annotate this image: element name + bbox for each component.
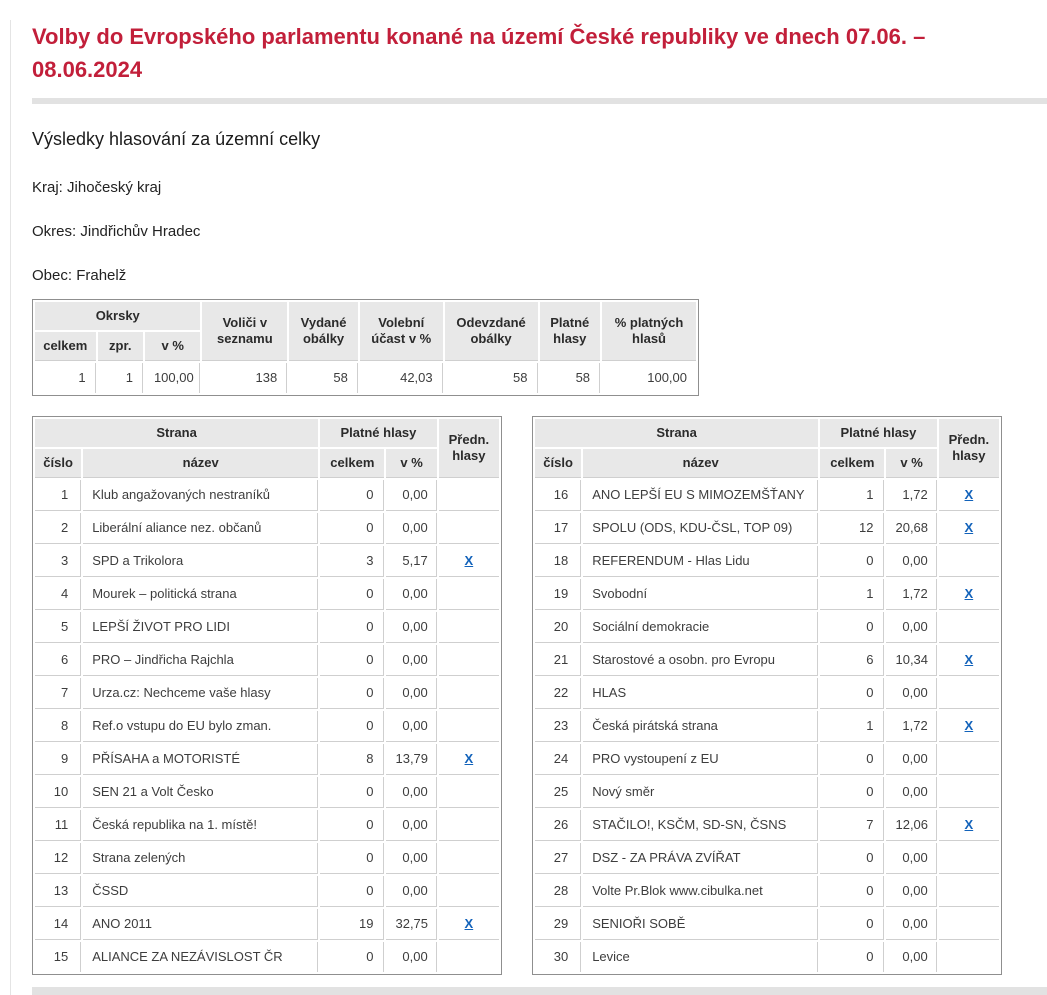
header-v-pct: v % — [386, 449, 436, 478]
party-name: PRO vystoupení z EU — [583, 744, 818, 775]
party-number: 17 — [535, 513, 581, 544]
party-votes-total: 12 — [820, 513, 884, 544]
party-name: Sociální demokracie — [583, 612, 818, 643]
party-number: 9 — [35, 744, 81, 775]
party-votes-total: 0 — [820, 612, 884, 643]
party-votes-pct: 1,72 — [886, 711, 936, 742]
party-votes-total: 0 — [320, 843, 384, 874]
party-table-left — [32, 416, 502, 975]
party-votes-pct: 0,00 — [386, 513, 436, 544]
obec-label: Obec: — [32, 267, 73, 284]
party-votes-pct: 0,00 — [886, 777, 936, 808]
party-number: 13 — [35, 876, 81, 907]
header-v-pct: v % — [886, 449, 936, 478]
party-number: 5 — [35, 612, 81, 643]
party-pref-cell — [939, 546, 999, 577]
party-row — [35, 744, 499, 775]
section-heading: Výsledky hlasování za územní celky — [32, 129, 321, 149]
party-number: 14 — [35, 909, 81, 940]
party-pref-cell — [939, 810, 999, 841]
party-pref-cell — [939, 645, 999, 676]
header-strana: Strana — [535, 419, 818, 447]
party-votes-pct: 32,75 — [386, 909, 436, 940]
party-results-section — [32, 416, 1047, 975]
party-row — [535, 909, 999, 940]
party-votes-pct: 0,00 — [386, 678, 436, 709]
header-cislo: číslo — [35, 449, 81, 478]
header-celkem: celkem — [320, 449, 384, 478]
region-info — [32, 179, 1047, 285]
party-name: Česká pirátská strana — [583, 711, 818, 742]
page-title: Volby do Evropského parlamentu konané na území České republiky ve dnech 07.06. – 08.06.2024 — [32, 24, 926, 82]
party-row — [35, 876, 499, 907]
header-cislo: číslo — [535, 449, 581, 478]
preferential-votes-link[interactable]: X — [964, 817, 974, 832]
header-vydane-obalky: Vydané obálky — [289, 302, 358, 361]
party-votes-total: 0 — [320, 678, 384, 709]
party-votes-pct: 5,17 — [386, 546, 436, 577]
party-name: REFERENDUM - Hlas Lidu — [583, 546, 818, 577]
header-platne-hlasy-group: Platné hlasy — [320, 419, 437, 447]
party-number: 19 — [535, 579, 581, 610]
party-row — [35, 942, 499, 972]
party-pref-cell — [439, 810, 499, 841]
party-votes-pct: 0,00 — [886, 843, 936, 874]
party-row — [535, 678, 999, 709]
party-votes-total: 0 — [820, 777, 884, 808]
party-votes-total: 0 — [320, 612, 384, 643]
party-votes-pct: 0,00 — [386, 645, 436, 676]
party-pref-cell — [439, 480, 499, 511]
volici-value: 138 — [202, 363, 287, 393]
party-pref-cell — [439, 744, 499, 775]
page-content — [0, 20, 1047, 995]
party-pref-cell — [439, 678, 499, 709]
okres-value: Jindřichův Hradec — [80, 223, 201, 240]
ucast-value: 42,03 — [360, 363, 443, 393]
party-name: DSZ - ZA PRÁVA ZVÍŘAT — [583, 843, 818, 874]
region-okres — [32, 223, 1047, 241]
party-number: 10 — [35, 777, 81, 808]
header-predn-hlasy: Předn. hlasy — [939, 419, 999, 478]
party-votes-pct: 0,00 — [386, 843, 436, 874]
party-votes-pct: 0,00 — [386, 480, 436, 511]
party-pref-cell — [439, 612, 499, 643]
party-name: ANO 2011 — [83, 909, 318, 940]
party-votes-total: 0 — [820, 546, 884, 577]
party-number: 2 — [35, 513, 81, 544]
party-number: 27 — [535, 843, 581, 874]
party-number: 22 — [535, 678, 581, 709]
platne-hlasy-value: 58 — [540, 363, 601, 393]
party-row — [535, 744, 999, 775]
party-table-right — [532, 416, 1002, 975]
party-votes-total: 0 — [320, 777, 384, 808]
party-row — [535, 546, 999, 577]
party-number: 8 — [35, 711, 81, 742]
party-row — [535, 513, 999, 544]
party-pref-cell — [939, 744, 999, 775]
okrsky-celkem-value: 1 — [35, 363, 96, 393]
party-number: 4 — [35, 579, 81, 610]
party-row — [535, 612, 999, 643]
party-votes-total: 3 — [320, 546, 384, 577]
party-row — [35, 645, 499, 676]
party-votes-total: 0 — [320, 876, 384, 907]
party-votes-total: 1 — [820, 711, 884, 742]
header-nazev: název — [83, 449, 318, 478]
party-pref-cell — [939, 876, 999, 907]
party-votes-total: 1 — [820, 480, 884, 511]
party-pref-cell — [939, 579, 999, 610]
party-votes-pct: 0,00 — [886, 612, 936, 643]
title-divider — [32, 98, 1047, 104]
party-pref-cell — [439, 645, 499, 676]
party-pref-cell — [939, 942, 999, 972]
party-votes-total: 0 — [820, 843, 884, 874]
party-name: Svobodní — [583, 579, 818, 610]
party-pref-cell — [939, 909, 999, 940]
party-votes-total: 0 — [320, 942, 384, 972]
party-row — [35, 546, 499, 577]
party-pref-cell — [939, 777, 999, 808]
header-pct-platnych: % platných hlasů — [602, 302, 696, 361]
party-name: STAČILO!, KSČM, SD-SN, ČSNS — [583, 810, 818, 841]
party-name: Strana zelených — [83, 843, 318, 874]
party-row — [535, 810, 999, 841]
okrsky-pct-value: 100,00 — [145, 363, 201, 393]
party-name: ALIANCE ZA NEZÁVISLOST ČR — [83, 942, 318, 972]
region-obec — [32, 267, 1047, 285]
party-votes-total: 19 — [320, 909, 384, 940]
party-name: HLAS — [583, 678, 818, 709]
party-votes-pct: 0,00 — [386, 942, 436, 972]
party-number: 21 — [535, 645, 581, 676]
party-number: 25 — [535, 777, 581, 808]
party-name: ANO LEPŠÍ EU S MIMOZEMŠŤANY — [583, 480, 818, 511]
party-row — [535, 843, 999, 874]
preferential-votes-link[interactable]: X — [964, 586, 974, 601]
party-name: SENIOŘI SOBĚ — [583, 909, 818, 940]
preferential-votes-link[interactable]: X — [464, 553, 474, 568]
party-number: 15 — [35, 942, 81, 972]
party-votes-pct: 1,72 — [886, 579, 936, 610]
party-votes-pct: 1,72 — [886, 480, 936, 511]
header-okrsky-pct: v % — [145, 332, 201, 361]
header-celkem: celkem — [820, 449, 884, 478]
party-votes-total: 0 — [820, 876, 884, 907]
party-votes-pct: 12,06 — [886, 810, 936, 841]
party-name: PŘÍSAHA a MOTORISTÉ — [83, 744, 318, 775]
party-votes-total: 0 — [820, 744, 884, 775]
party-votes-total: 1 — [820, 579, 884, 610]
party-votes-total: 0 — [820, 678, 884, 709]
party-votes-total: 7 — [820, 810, 884, 841]
party-row — [35, 678, 499, 709]
party-pref-cell — [439, 777, 499, 808]
header-platne-hlasy-group: Platné hlasy — [820, 419, 937, 447]
party-pref-cell — [439, 876, 499, 907]
header-volici-v-seznamu: Voliči v seznamu — [202, 302, 287, 361]
obec-value: Frahelž — [76, 267, 127, 284]
party-pref-cell — [939, 480, 999, 511]
party-number: 20 — [535, 612, 581, 643]
party-votes-total: 0 — [320, 711, 384, 742]
party-name: Urza.cz: Nechceme vaše hlasy — [83, 678, 318, 709]
party-pref-cell — [439, 843, 499, 874]
party-number: 12 — [35, 843, 81, 874]
preferential-votes-link[interactable]: X — [964, 718, 974, 733]
party-name: Volte Pr.Blok www.cibulka.net — [583, 876, 818, 907]
kraj-label: Kraj: — [32, 179, 63, 196]
header-odevzdane-obalky: Odevzdané obálky — [445, 302, 538, 361]
party-name: Starostové a osobn. pro Evropu — [583, 645, 818, 676]
party-row — [535, 711, 999, 742]
party-number: 28 — [535, 876, 581, 907]
preferential-votes-link[interactable]: X — [964, 652, 974, 667]
header-okrsky: Okrsky — [35, 302, 200, 330]
party-pref-cell — [939, 678, 999, 709]
preferential-votes-link[interactable]: X — [964, 520, 974, 535]
party-votes-pct: 0,00 — [886, 678, 936, 709]
party-pref-cell — [439, 546, 499, 577]
party-number: 26 — [535, 810, 581, 841]
kraj-value: Jihočeský kraj — [67, 179, 162, 196]
party-row — [35, 909, 499, 940]
bottom-divider — [32, 987, 1047, 995]
party-row — [535, 645, 999, 676]
party-name: Levice — [583, 942, 818, 972]
party-votes-pct: 0,00 — [386, 777, 436, 808]
party-number: 24 — [535, 744, 581, 775]
preferential-votes-link[interactable]: X — [464, 751, 474, 766]
party-votes-pct: 10,34 — [886, 645, 936, 676]
party-votes-pct: 0,00 — [886, 942, 936, 972]
party-name: SPOLU (ODS, KDU-ČSL, TOP 09) — [583, 513, 818, 544]
party-pref-cell — [439, 909, 499, 940]
party-row — [35, 843, 499, 874]
party-votes-pct: 0,00 — [386, 876, 436, 907]
party-name: SPD a Trikolora — [83, 546, 318, 577]
party-pref-cell — [439, 711, 499, 742]
party-row — [535, 777, 999, 808]
party-number: 6 — [35, 645, 81, 676]
party-votes-pct: 20,68 — [886, 513, 936, 544]
party-row — [35, 612, 499, 643]
party-name: ČSSD — [83, 876, 318, 907]
header-okrsky-celkem: celkem — [35, 332, 96, 361]
party-votes-pct: 0,00 — [386, 579, 436, 610]
party-votes-total: 0 — [320, 579, 384, 610]
party-votes-total: 0 — [320, 645, 384, 676]
party-row — [35, 480, 499, 511]
party-votes-total: 0 — [320, 810, 384, 841]
party-pref-cell — [939, 711, 999, 742]
party-pref-cell — [439, 579, 499, 610]
party-votes-total: 0 — [320, 480, 384, 511]
okres-label: Okres: — [32, 223, 77, 240]
preferential-votes-link[interactable]: X — [964, 487, 974, 502]
party-number: 29 — [535, 909, 581, 940]
party-votes-pct: 0,00 — [386, 612, 436, 643]
header-nazev: název — [583, 449, 818, 478]
party-number: 30 — [535, 942, 581, 972]
party-row — [535, 579, 999, 610]
party-votes-pct: 0,00 — [886, 909, 936, 940]
party-number: 7 — [35, 678, 81, 709]
party-votes-pct: 13,79 — [386, 744, 436, 775]
party-pref-cell — [439, 942, 499, 972]
party-number: 11 — [35, 810, 81, 841]
header-volebni-ucast: Volební účast v % — [360, 302, 443, 361]
party-pref-cell — [939, 843, 999, 874]
party-votes-total: 6 — [820, 645, 884, 676]
preferential-votes-link[interactable]: X — [464, 916, 474, 931]
pct-platnych-value: 100,00 — [647, 370, 687, 385]
party-votes-total: 0 — [820, 909, 884, 940]
party-row — [535, 876, 999, 907]
header-strana: Strana — [35, 419, 318, 447]
party-name: Ref.o vstupu do EU bylo zman. — [83, 711, 318, 742]
header-okrsky-zpr: zpr. — [98, 332, 143, 361]
party-votes-total: 8 — [320, 744, 384, 775]
party-number: 16 — [535, 480, 581, 511]
party-name: Mourek – politická strana — [83, 579, 318, 610]
party-name: Česká republika na 1. místě! — [83, 810, 318, 841]
party-name: Liberální aliance nez. občanů — [83, 513, 318, 544]
turnout-summary-table — [32, 299, 699, 396]
party-number: 1 — [35, 480, 81, 511]
party-number: 18 — [535, 546, 581, 577]
page-left-rule — [10, 20, 11, 995]
party-name: SEN 21 a Volt Česko — [83, 777, 318, 808]
party-votes-pct: 0,00 — [386, 810, 436, 841]
party-row — [35, 579, 499, 610]
party-name: Nový směr — [583, 777, 818, 808]
summary-data-row — [35, 363, 696, 393]
party-votes-pct: 0,00 — [886, 546, 936, 577]
party-name: LEPŠÍ ŽIVOT PRO LIDI — [83, 612, 318, 643]
party-votes-pct: 0,00 — [886, 876, 936, 907]
header-predn-hlasy: Předn. hlasy — [439, 419, 499, 478]
odevzdane-obalky-value: 58 — [445, 363, 538, 393]
party-votes-total: 0 — [820, 942, 884, 972]
party-number: 3 — [35, 546, 81, 577]
vydane-obalky-value: 58 — [289, 363, 358, 393]
party-row — [35, 513, 499, 544]
party-votes-total: 0 — [320, 513, 384, 544]
party-name: PRO – Jindřicha Rajchla — [83, 645, 318, 676]
header-platne-hlasy: Platné hlasy — [540, 302, 601, 361]
party-row — [35, 810, 499, 841]
party-row — [535, 480, 999, 511]
okrsky-zpr-value: 1 — [98, 363, 143, 393]
party-row — [35, 777, 499, 808]
region-kraj — [32, 179, 1047, 197]
party-row — [35, 711, 499, 742]
party-row — [535, 942, 999, 972]
party-pref-cell — [939, 513, 999, 544]
party-votes-pct: 0,00 — [386, 711, 436, 742]
party-votes-pct: 0,00 — [886, 744, 936, 775]
party-pref-cell — [939, 612, 999, 643]
party-name: Klub angažovaných nestraníků — [83, 480, 318, 511]
party-number: 23 — [535, 711, 581, 742]
party-pref-cell — [439, 513, 499, 544]
